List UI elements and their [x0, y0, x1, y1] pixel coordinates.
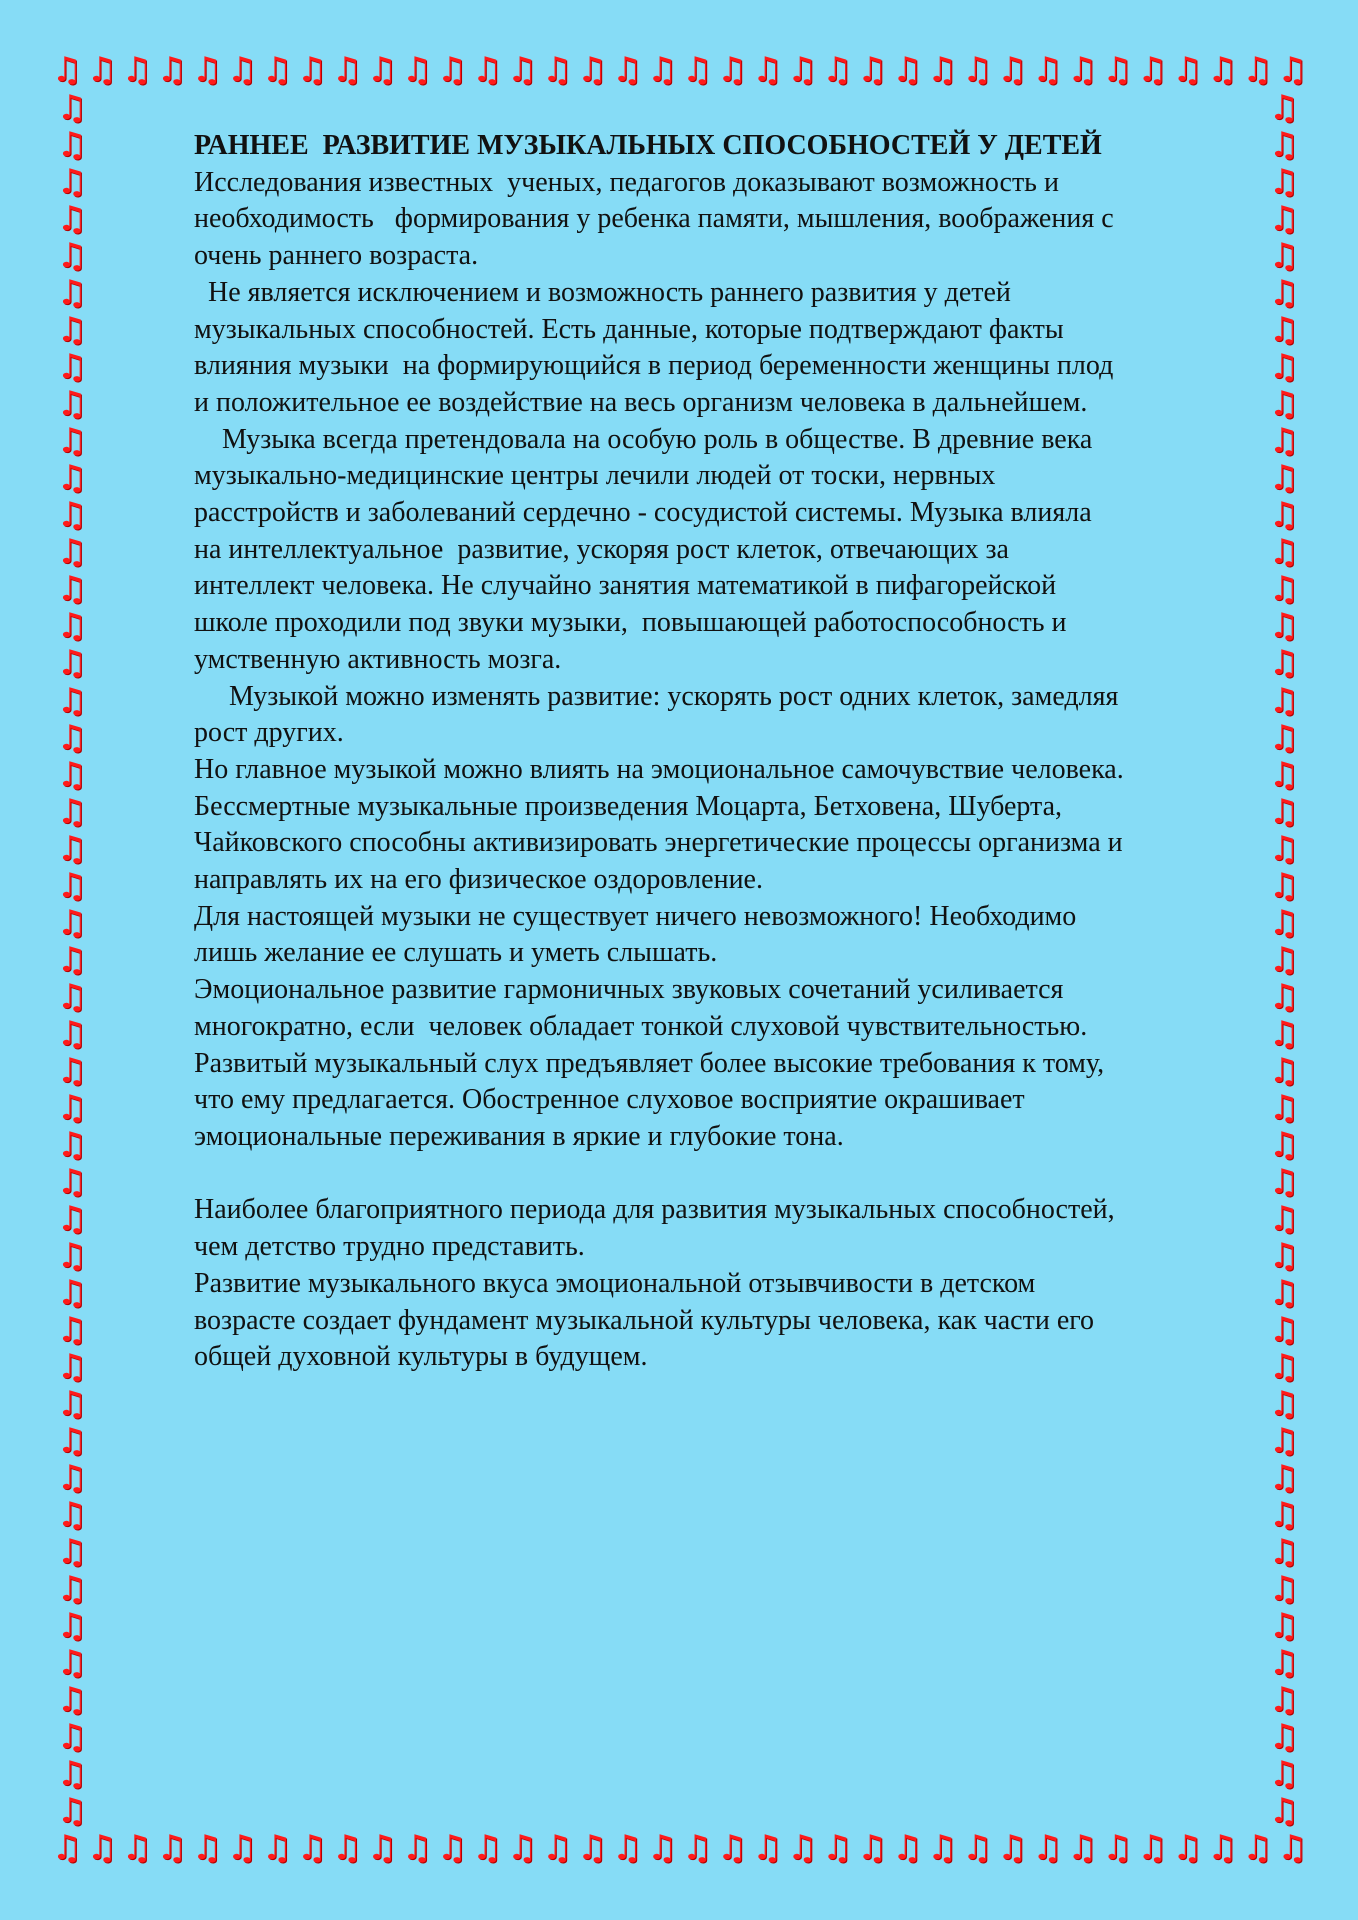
music-note-icon: ♫	[612, 50, 643, 90]
music-note-icon: ♫	[1268, 1161, 1300, 1202]
music-note-icon: ♫	[56, 1569, 88, 1610]
music-note-icon: ♫	[56, 828, 88, 869]
text-line: Музыка всегда претендовала на особую роль в обществе. В древние века	[194, 423, 1093, 455]
music-note-icon: ♫	[56, 384, 88, 425]
music-note-icon: ♫	[366, 50, 398, 90]
music-note-icon: ♫	[1268, 1273, 1300, 1313]
text-line: многократно, если человек обладает тонкой слуховой чувствительностью.	[194, 1010, 1088, 1042]
music-note-icon: ♫	[191, 1828, 223, 1868]
music-note-icon: ♫	[1268, 680, 1300, 721]
music-note-icon: ♫	[1268, 495, 1300, 536]
music-note-icon: ♫	[576, 1828, 608, 1868]
text-line: Эмоциональное развитие гармоничных звуковых сочетаний усиливается	[194, 974, 1064, 1006]
music-note-icon: ♫	[787, 1828, 818, 1868]
music-note-icon: ♫	[541, 50, 573, 90]
text-line: школе проходили под звуки музыки, повышающей работоспособность и	[194, 607, 1067, 639]
music-note-icon: ♫	[717, 1828, 748, 1868]
music-note-icon: ♫	[1268, 717, 1300, 758]
music-note-icon: ♫	[1268, 1013, 1300, 1054]
document-text	[194, 165, 1274, 1376]
text-line: Но главное музыкой можно влиять на эмоциональное самочувствие человека.	[194, 753, 1124, 785]
music-note-icon: ♫	[56, 1717, 88, 1758]
text-line: направлять их на его физическое оздоровление.	[194, 864, 763, 896]
text-line: Развитие музыкального вкуса эмоциональной отзывчивости в детском	[194, 1267, 1036, 1299]
music-note-icon: ♫	[612, 1828, 643, 1868]
music-note-icon: ♫	[1268, 1532, 1300, 1573]
music-note-icon: ♫	[682, 1828, 713, 1868]
music-note-icon: ♫	[401, 50, 433, 90]
music-note-icon: ♫	[56, 1273, 88, 1313]
music-note-icon: ♫	[1268, 1198, 1300, 1239]
music-note-icon: ♫	[156, 1828, 188, 1868]
text-line: Наиболее благоприятного периода для развития музыкальных способностей,	[194, 1194, 1115, 1226]
text-line: Музыкой можно изменять развитие: ускорять рост одних клеток, замедляя	[194, 680, 1119, 712]
music-note-icon: ♫	[56, 1050, 88, 1091]
music-note-icon: ♫	[261, 50, 293, 90]
music-note-icon: ♫	[56, 1791, 88, 1830]
music-note-icon: ♫	[1268, 1347, 1300, 1388]
text-line: музыкальных способностей. Есть данные, которые подтверждают факты	[194, 313, 1064, 345]
text-line: на интеллектуальное развитие, ускоряя рост клеток, отвечающих за	[194, 533, 1009, 565]
text-line: лишь желание ее слушать и уметь слышать.	[194, 937, 718, 969]
music-note-icon: ♫	[56, 1384, 88, 1425]
music-note-icon: ♫	[56, 1495, 88, 1536]
music-note-icon: ♫	[1268, 458, 1300, 499]
music-note-icon: ♫	[892, 1828, 923, 1868]
music-note-icon: ♫	[787, 50, 818, 90]
music-note-icon: ♫	[822, 50, 853, 90]
music-note-icon: ♫	[1268, 828, 1300, 869]
text-line: что ему предлагается. Обостренное слуховое восприятие окрашивает	[194, 1084, 1025, 1116]
music-note-icon: ♫	[752, 50, 783, 90]
music-note-icon: ♫	[1268, 939, 1300, 980]
music-note-icon: ♫	[56, 1532, 88, 1573]
music-note-icon: ♫	[156, 50, 188, 90]
music-note-icon: ♫	[86, 1828, 118, 1868]
music-note-icon: ♫	[997, 50, 1028, 90]
music-note-icon: ♫	[56, 902, 88, 943]
music-note-icon: ♫	[86, 50, 118, 90]
music-note-icon: ♫	[1268, 1754, 1300, 1795]
music-note-icon: ♫	[857, 50, 888, 90]
text-line: Исследования известных ученых, педагогов доказывают возможность и	[194, 166, 1059, 198]
text-line: Для настоящей музыки не существует ничего невозможного! Необходимо	[194, 900, 1077, 932]
music-note-icon: ♫	[56, 1198, 88, 1239]
music-note-icon: ♫	[1102, 50, 1133, 90]
music-note-icon: ♫	[56, 1421, 88, 1462]
music-note-icon: ♫	[1137, 1828, 1168, 1868]
music-note-icon: ♫	[1268, 1495, 1300, 1536]
text-line: умственную активность мозга.	[194, 643, 562, 675]
music-note-icon: ♫	[1268, 754, 1300, 795]
music-note-icon: ♫	[576, 50, 608, 90]
music-note-icon: ♫	[506, 50, 538, 90]
music-note-icon: ♫	[1268, 791, 1300, 832]
music-note-icon: ♫	[1067, 1828, 1098, 1868]
music-note-icon: ♫	[121, 50, 153, 90]
music-note-icon: ♫	[56, 1161, 88, 1202]
music-note-icon: ♫	[471, 1828, 503, 1868]
music-note-icon: ♫	[1268, 384, 1300, 425]
music-note-icon: ♫	[1242, 50, 1273, 90]
music-note-icon: ♫	[506, 1828, 538, 1868]
music-note-icon: ♫	[56, 1013, 88, 1054]
music-note-icon: ♫	[56, 791, 88, 832]
music-note-icon: ♫	[1268, 90, 1300, 128]
text-line: необходимость формирования у ребенка памяти, мышления, воображения с	[194, 203, 1114, 235]
music-note-icon: ♫	[822, 1828, 853, 1868]
music-note-icon: ♫	[1268, 1458, 1300, 1499]
music-note-icon: ♫	[1268, 1087, 1300, 1128]
text-line: Чайковского способны активизировать энергетические процессы организма и	[194, 827, 1123, 859]
text-line: Не является исключением и возможность раннего развития у детей	[194, 276, 1011, 308]
music-note-icon: ♫	[1268, 236, 1300, 277]
text-line: рост других.	[194, 717, 344, 749]
music-note-icon: ♫	[962, 1828, 993, 1868]
music-note-icon: ♫	[56, 199, 88, 240]
music-note-icon: ♫	[1032, 50, 1063, 90]
music-note-icon: ♫	[56, 1087, 88, 1128]
music-note-icon: ♫	[1268, 1124, 1300, 1165]
music-note-icon: ♫	[56, 1124, 88, 1165]
text-line: возрасте создает фундамент музыкальной культуры человека, как части его	[194, 1304, 1095, 1336]
music-note-icon: ♫	[1277, 50, 1308, 90]
music-note-icon: ♫	[51, 1828, 83, 1868]
music-note-icon: ♫	[436, 50, 468, 90]
music-note-icon: ♫	[1268, 1680, 1300, 1721]
music-note-icon: ♫	[1207, 50, 1238, 90]
music-note-icon: ♫	[56, 569, 88, 610]
music-note-icon: ♫	[1268, 643, 1300, 684]
border-top	[50, 50, 1310, 90]
text-line: влияния музыки на формирующийся в период беременности женщины плод	[194, 350, 1114, 382]
music-note-icon: ♫	[56, 717, 88, 758]
music-note-icon: ♫	[56, 1458, 88, 1499]
border-bottom	[50, 1828, 1310, 1868]
music-note-icon: ♫	[56, 1310, 88, 1351]
music-note-icon: ♫	[56, 1680, 88, 1721]
music-note-icon: ♫	[1268, 1569, 1300, 1610]
music-note-icon: ♫	[56, 236, 88, 277]
music-note-icon: ♫	[56, 865, 88, 906]
music-note-icon: ♫	[191, 50, 223, 90]
music-note-icon: ♫	[261, 1828, 293, 1868]
music-note-icon: ♫	[1268, 1791, 1300, 1830]
music-note-icon: ♫	[56, 310, 88, 351]
music-note-icon: ♫	[647, 50, 678, 90]
music-note-icon: ♫	[1268, 1643, 1300, 1684]
music-note-icon: ♫	[56, 1235, 88, 1276]
music-note-icon: ♫	[1242, 1828, 1273, 1868]
music-note-icon: ♫	[717, 50, 748, 90]
music-note-icon: ♫	[436, 1828, 468, 1868]
music-note-icon: ♫	[121, 1828, 153, 1868]
document-body	[194, 128, 1274, 1376]
music-note-icon: ♫	[1268, 532, 1300, 573]
text-line: эмоциональные переживания в яркие и глубокие тона.	[194, 1120, 844, 1152]
music-note-icon: ♫	[56, 606, 88, 647]
music-note-icon: ♫	[1268, 1606, 1300, 1647]
text-line: музыкально-медицинские центры лечили людей от тоски, нервных	[194, 460, 996, 492]
music-note-icon: ♫	[56, 125, 88, 166]
music-note-icon: ♫	[1268, 1384, 1300, 1425]
text-line: и положительное ее воздействие на весь организм человека в дальнейшем.	[194, 386, 1088, 418]
music-note-icon: ♫	[56, 1606, 88, 1647]
music-note-icon: ♫	[1268, 1235, 1300, 1276]
music-note-icon: ♫	[56, 680, 88, 721]
music-note-icon: ♫	[1268, 199, 1300, 240]
music-note-icon: ♫	[366, 1828, 398, 1868]
music-note-icon: ♫	[56, 1754, 88, 1795]
music-note-icon: ♫	[1172, 1828, 1203, 1868]
music-note-icon: ♫	[51, 50, 83, 90]
music-note-icon: ♫	[927, 1828, 958, 1868]
music-note-icon: ♫	[1268, 347, 1300, 388]
music-note-icon: ♫	[56, 976, 88, 1017]
music-note-icon: ♫	[1268, 606, 1300, 647]
music-note-icon: ♫	[1067, 50, 1098, 90]
text-line: общей духовной культуры в будущем.	[194, 1341, 648, 1373]
music-note-icon: ♫	[1268, 1421, 1300, 1462]
music-note-icon: ♫	[56, 1347, 88, 1388]
music-note-icon: ♫	[56, 939, 88, 980]
music-note-icon: ♫	[1268, 865, 1300, 906]
music-note-icon: ♫	[682, 50, 713, 90]
music-note-icon: ♫	[962, 50, 993, 90]
music-note-icon: ♫	[1137, 50, 1168, 90]
text-line: очень раннего возраста.	[194, 240, 479, 272]
text-line: Бессмертные музыкальные произведения Моцарта, Бетховена, Шуберта,	[194, 790, 1063, 822]
music-note-icon: ♫	[1277, 1828, 1308, 1868]
music-note-icon: ♫	[56, 273, 88, 314]
music-note-icon: ♫	[857, 1828, 888, 1868]
music-note-icon: ♫	[1268, 273, 1300, 314]
music-note-icon: ♫	[56, 90, 88, 128]
music-note-icon: ♫	[296, 50, 328, 90]
text-line: Развитый музыкальный слух предъявляет более высокие требования к тому,	[194, 1047, 1105, 1079]
music-note-icon: ♫	[56, 1643, 88, 1684]
music-note-icon: ♫	[1268, 569, 1300, 610]
music-note-icon: ♫	[1032, 1828, 1063, 1868]
music-note-icon: ♫	[647, 1828, 678, 1868]
music-note-icon: ♫	[296, 1828, 328, 1868]
music-note-icon: ♫	[1172, 50, 1203, 90]
music-note-icon: ♫	[56, 532, 88, 573]
music-note-icon: ♫	[1268, 162, 1300, 203]
music-note-icon: ♫	[56, 421, 88, 462]
text-line: расстройств и заболеваний сердечно - сосудистой системы. Музыка влияла	[194, 497, 1092, 529]
music-note-icon: ♫	[1268, 902, 1300, 943]
music-note-icon: ♫	[1268, 310, 1300, 351]
music-note-icon: ♫	[226, 1828, 258, 1868]
music-note-icon: ♫	[541, 1828, 573, 1868]
music-note-icon: ♫	[1268, 1050, 1300, 1091]
music-note-icon: ♫	[56, 458, 88, 499]
text-line: чем детство трудно представить.	[194, 1231, 585, 1263]
music-note-icon: ♫	[1268, 421, 1300, 462]
music-note-icon: ♫	[331, 1828, 363, 1868]
music-note-icon: ♫	[1268, 125, 1300, 166]
text-line: интеллект человека. Не случайно занятия математикой в пифагорейской	[194, 570, 1057, 602]
music-note-icon: ♫	[927, 50, 958, 90]
music-note-icon: ♫	[226, 50, 258, 90]
border-left	[52, 90, 92, 1830]
music-note-icon: ♫	[401, 1828, 433, 1868]
music-note-icon: ♫	[56, 162, 88, 203]
music-note-icon: ♫	[752, 1828, 783, 1868]
text-line	[194, 1156, 1274, 1193]
music-note-icon: ♫	[1102, 1828, 1133, 1868]
document-title: РАННЕЕ РАЗВИТИЕ МУЗЫКАЛЬНЫХ СПОСОБНОСТЕЙ У ДЕТЕЙ	[194, 130, 1102, 161]
music-note-icon: ♫	[997, 1828, 1028, 1868]
music-note-icon: ♫	[56, 643, 88, 684]
music-note-icon: ♫	[1268, 1717, 1300, 1758]
music-note-icon: ♫	[892, 50, 923, 90]
music-note-icon: ♫	[1268, 1310, 1300, 1351]
music-note-icon: ♫	[56, 495, 88, 536]
music-note-icon: ♫	[331, 50, 363, 90]
music-note-icon: ♫	[1207, 1828, 1238, 1868]
music-note-icon: ♫	[56, 754, 88, 795]
music-note-icon: ♫	[471, 50, 503, 90]
music-note-icon: ♫	[56, 347, 88, 388]
music-note-icon: ♫	[1268, 976, 1300, 1017]
